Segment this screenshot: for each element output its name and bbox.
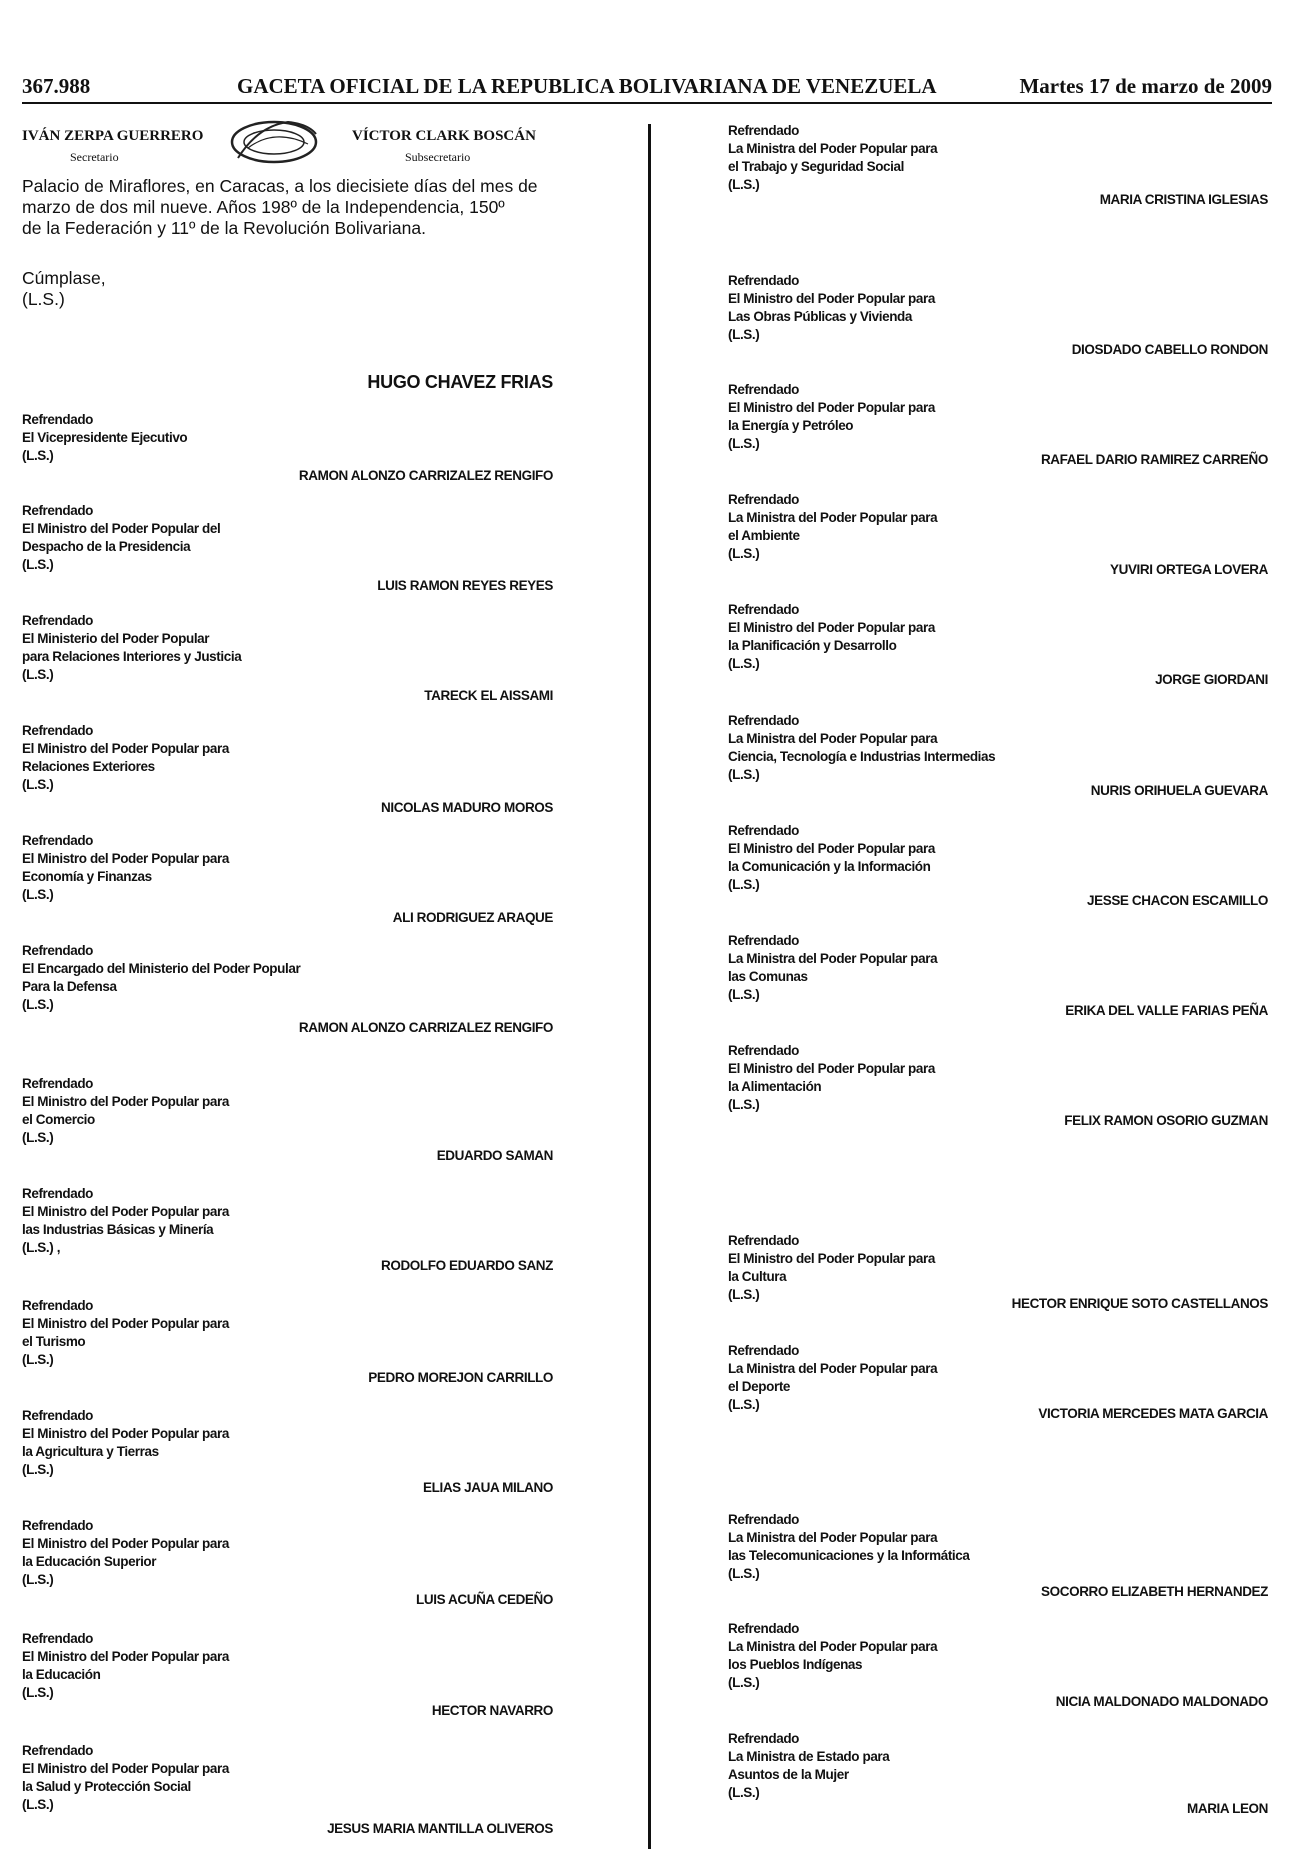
endorsement-label: Refrendado [22, 503, 94, 518]
endorsement-line: El Ministro del Poder Popular para [22, 1649, 229, 1664]
endorsement-line: El Ministro del Poder Popular para [728, 400, 935, 415]
endorsement-label: Refrendado [728, 1621, 800, 1636]
endorsement-block [22, 411, 187, 465]
endorsement-line: El Ministro del Poder Popular para [728, 1061, 935, 1076]
endorsement-line: La Ministra del Poder Popular para [728, 1361, 938, 1376]
endorsement-label: Refrendado [728, 823, 800, 838]
endorsement-block [22, 722, 229, 794]
minister-name: PEDRO MOREJON CARRILLO [368, 1370, 553, 1385]
endorsement-block [728, 601, 935, 673]
endorsement-line: El Vicepresidente Ejecutivo [22, 430, 188, 445]
endorsement-label: Refrendado [22, 943, 94, 958]
column-divider [648, 124, 651, 1849]
minister-name: NICIA MALDONADO MALDONADO [1055, 1694, 1268, 1709]
endorsement-line: La Ministra del Poder Popular para [728, 1639, 938, 1654]
paragraph-line: de la Federación y 11º de la Revolución Bolivariana. [22, 218, 426, 238]
endorsement-line: la Educación Superior [22, 1554, 157, 1569]
endorsement-line: (L.S.) [22, 1352, 54, 1367]
minister-name: RODOLFO EDUARDO SANZ [381, 1258, 553, 1273]
endorsement-line: La Ministra del Poder Popular para [728, 141, 938, 156]
endorsement-line: el Deporte [728, 1379, 791, 1394]
endorsement-line: (L.S.) , [22, 1240, 61, 1255]
endorsement-line: el Turismo [22, 1334, 86, 1349]
minister-name: DIOSDADO CABELLO RONDON [1071, 342, 1268, 357]
endorsement-line: (L.S.) [22, 557, 54, 572]
endorsement-line: Las Obras Públicas y Vivienda [728, 309, 912, 324]
endorsement-block [728, 712, 995, 784]
endorsement-line: la Alimentación [728, 1079, 822, 1094]
endorsement-line: El Ministro del Poder Popular para [22, 1204, 229, 1219]
endorsement-block [22, 832, 229, 904]
endorsement-block [728, 491, 937, 563]
endorsement-line: para Relaciones Interiores y Justicia [22, 649, 242, 664]
endorsement-line: La Ministra del Poder Popular para [728, 1530, 938, 1545]
endorsement-line: (L.S.) [22, 448, 54, 463]
endorsement-label: Refrendado [728, 382, 800, 397]
endorsement-line: El Ministro del Poder Popular para [22, 1316, 229, 1331]
minister-name: FELIX RAMON OSORIO GUZMAN [1064, 1113, 1268, 1128]
endorsement-block [22, 1297, 229, 1369]
president-name: HUGO CHAVEZ FRIAS [367, 372, 553, 392]
endorsement-line: el Comercio [22, 1112, 95, 1127]
minister-name: NURIS ORIHUELA GUEVARA [1090, 783, 1268, 798]
endorsement-block [728, 1342, 937, 1414]
endorsement-line: (L.S.) [728, 546, 760, 561]
minister-name: VICTORIA MERCEDES MATA GARCIA [1038, 1406, 1268, 1421]
minister-name: MARIA LEON [1187, 1801, 1268, 1816]
endorsement-block [728, 381, 935, 453]
endorsement-line: El Ministro del Poder Popular para [728, 620, 935, 635]
endorsement-line: El Encargado del Ministerio del Poder Popular [22, 961, 301, 976]
endorsement-line: (L.S.) [22, 1462, 54, 1477]
endorsement-line: (L.S.) [728, 1785, 760, 1800]
endorsement-line: las Telecomunicaciones y la Informática [728, 1548, 970, 1563]
endorsement-line: (L.S.) [728, 1566, 760, 1581]
endorsement-line: la Energía y Petróleo [728, 418, 854, 433]
endorsement-block [22, 1075, 229, 1147]
subsecretary-title: Subsecretario [405, 150, 471, 164]
endorsement-label: Refrendado [728, 1043, 800, 1058]
cumplase-label: Cúmplase, [22, 268, 106, 288]
paragraph-line: marzo de dos mil nueve. Años 198º de la Independencia, 150º [22, 197, 505, 217]
minister-name: RAMON ALONZO CARRIZALEZ RENGIFO [298, 468, 553, 483]
endorsement-label: Refrendado [22, 613, 94, 628]
endorsement-line: (L.S.) [728, 436, 760, 451]
minister-name: TARECK EL AISSAMI [424, 688, 553, 703]
minister-name: MARIA CRISTINA IGLESIAS [1099, 192, 1268, 207]
endorsement-block [728, 1042, 935, 1114]
endorsement-block [22, 1185, 229, 1257]
endorsement-line: (L.S.) [728, 656, 760, 671]
endorsement-line: El Ministro del Poder Popular para [22, 851, 229, 866]
endorsement-block [22, 1517, 229, 1589]
endorsement-block [728, 1232, 935, 1304]
endorsement-line: (L.S.) [22, 887, 54, 902]
endorsement-label: Refrendado [728, 933, 800, 948]
endorsement-line: el Trabajo y Seguridad Social [728, 159, 904, 174]
endorsement-block [728, 932, 937, 1004]
endorsement-label: Refrendado [22, 723, 94, 738]
endorsement-label: Refrendado [728, 1343, 800, 1358]
endorsement-line: Para la Defensa [22, 979, 117, 994]
endorsement-line: (L.S.) [22, 997, 54, 1012]
secretary-title: Secretario [70, 150, 119, 164]
endorsement-line: las Comunas [728, 969, 808, 984]
endorsement-line: La Ministra de Estado para [728, 1749, 890, 1764]
minister-name: RAFAEL DARIO RAMIREZ CARREÑO [1040, 452, 1268, 467]
endorsement-line: (L.S.) [22, 667, 54, 682]
endorsement-line: El Ministro del Poder Popular para [22, 1426, 229, 1441]
endorsement-line: (L.S.) [22, 1572, 54, 1587]
minister-name: NICOLAS MADURO MOROS [381, 800, 553, 815]
minister-name: SOCORRO ELIZABETH HERNANDEZ [1041, 1584, 1268, 1599]
endorsement-line: (L.S.) [728, 1097, 760, 1112]
page-header [22, 76, 1272, 104]
endorsement-block [728, 1730, 889, 1802]
endorsement-line: (L.S.) [728, 767, 760, 782]
minister-name: HECTOR ENRIQUE SOTO CASTELLANOS [1011, 1296, 1268, 1311]
endorsement-line: Ciencia, Tecnología e Industrias Intermedias [728, 749, 996, 764]
endorsement-line: El Ministro del Poder Popular para [728, 1251, 935, 1266]
endorsement-line: El Ministro del Poder Popular para [728, 841, 935, 856]
endorsement-label: Refrendado [22, 833, 94, 848]
endorsement-line: El Ministro del Poder Popular para [22, 741, 229, 756]
endorsement-label: Refrendado [728, 1233, 800, 1248]
endorsement-label: Refrendado [22, 1186, 94, 1201]
assembly-seal-icon [228, 118, 320, 166]
endorsement-line: El Ministro del Poder Popular para [728, 291, 935, 306]
endorsement-line: (L.S.) [728, 177, 760, 192]
endorsement-label: Refrendado [22, 1298, 94, 1313]
closing-paragraph [22, 176, 557, 239]
endorsement-line: La Ministra del Poder Popular para [728, 731, 938, 746]
endorsement-block [728, 1620, 937, 1692]
minister-name: ERIKA DEL VALLE FARIAS PEÑA [1065, 1003, 1268, 1018]
endorsement-line: la Salud y Protección Social [22, 1779, 191, 1794]
endorsement-block [22, 1742, 229, 1814]
publication-date: Martes 17 de marzo de 2009 [1019, 74, 1272, 98]
endorsement-line: los Pueblos Indígenas [728, 1657, 863, 1672]
endorsement-line: El Ministro del Poder Popular para [22, 1536, 229, 1551]
endorsement-line: la Cultura [728, 1269, 787, 1284]
endorsement-line: (L.S.) [728, 877, 760, 892]
endorsement-line: El Ministro del Poder Popular del [22, 521, 221, 536]
endorsement-line: El Ministro del Poder Popular para [22, 1761, 229, 1776]
endorsement-line: (L.S.) [22, 1797, 54, 1812]
endorsement-block [728, 822, 935, 894]
endorsement-label: Refrendado [22, 1518, 94, 1533]
endorsement-line: El Ministro del Poder Popular para [22, 1094, 229, 1109]
endorsement-line: las Industrias Básicas y Minería [22, 1222, 214, 1237]
endorsement-label: Refrendado [728, 602, 800, 617]
endorsement-block [728, 1511, 970, 1583]
paragraph-line: Palacio de Miraflores, en Caracas, a los diecisiete días del mes de [22, 176, 538, 196]
endorsement-line: Asuntos de la Mujer [728, 1767, 849, 1782]
endorsement-label: Refrendado [22, 1408, 94, 1423]
endorsement-block [728, 122, 937, 194]
endorsement-line: (L.S.) [728, 987, 760, 1002]
endorsement-line: el Ambiente [728, 528, 800, 543]
minister-name: YUVIRI ORTEGA LOVERA [1109, 562, 1268, 577]
minister-name: LUIS RAMON REYES REYES [377, 578, 553, 593]
endorsement-line: (L.S.) [728, 327, 760, 342]
endorsement-line: La Ministra del Poder Popular para [728, 510, 938, 525]
endorsement-block [22, 1407, 229, 1479]
endorsement-block [22, 502, 220, 574]
minister-name: ALI RODRIGUEZ ARAQUE [392, 910, 553, 925]
minister-name: HECTOR NAVARRO [431, 1703, 553, 1718]
seal-mark: (L.S.) [22, 289, 65, 309]
minister-name: RAMON ALONZO CARRIZALEZ RENGIFO [298, 1020, 553, 1035]
endorsement-line: Economía y Finanzas [22, 869, 152, 884]
endorsement-block [728, 272, 935, 344]
endorsement-label: Refrendado [22, 1743, 94, 1758]
endorsement-line: la Comunicación y la Información [728, 859, 931, 874]
endorsement-block [22, 1630, 229, 1702]
endorsement-label: Refrendado [728, 713, 800, 728]
minister-name: LUIS ACUÑA CEDEÑO [416, 1592, 553, 1607]
publication-title: GACETA OFICIAL DE LA REPUBLICA BOLIVARIANA DE VENEZUELA [237, 74, 937, 98]
endorsement-label: Refrendado [728, 123, 800, 138]
endorsement-label: Refrendado [22, 412, 94, 427]
endorsement-label: Refrendado [728, 1512, 800, 1527]
minister-name: ELIAS JAUA MILANO [423, 1480, 553, 1495]
endorsement-line: El Ministerio del Poder Popular [22, 631, 210, 646]
subsecretary-name: VÍCTOR CLARK BOSCÁN [352, 128, 536, 144]
endorsement-label: Refrendado [728, 1731, 800, 1746]
endorsement-line: la Planificación y Desarrollo [728, 638, 897, 653]
endorsement-line: la Agricultura y Tierras [22, 1444, 159, 1459]
endorsement-line: (L.S.) [728, 1397, 760, 1412]
minister-name: JESUS MARIA MANTILLA OLIVEROS [327, 1821, 553, 1836]
minister-name: JESSE CHACON ESCAMILLO [1087, 893, 1268, 908]
endorsement-line: (L.S.) [728, 1287, 760, 1302]
endorsement-line: La Ministra del Poder Popular para [728, 951, 938, 966]
endorsement-line: (L.S.) [22, 1130, 54, 1145]
endorsement-label: Refrendado [22, 1631, 94, 1646]
endorsement-label: Refrendado [728, 492, 800, 507]
endorsement-block [22, 612, 241, 684]
page-number: 367.988 [22, 74, 91, 98]
endorsement-line: (L.S.) [22, 1685, 54, 1700]
minister-name: EDUARDO SAMAN [436, 1148, 553, 1163]
endorsement-line: Despacho de la Presidencia [22, 539, 191, 554]
minister-name: JORGE GIORDANI [1155, 672, 1268, 687]
endorsement-line: Relaciones Exteriores [22, 759, 155, 774]
endorsement-line: (L.S.) [728, 1675, 760, 1690]
cumplase-block [22, 268, 106, 310]
endorsement-line: (L.S.) [22, 777, 54, 792]
endorsement-line: la Educación [22, 1667, 101, 1682]
endorsement-block [22, 942, 300, 1014]
secretary-name: IVÁN ZERPA GUERRERO [22, 128, 204, 144]
endorsement-label: Refrendado [22, 1076, 94, 1091]
endorsement-label: Refrendado [728, 273, 800, 288]
